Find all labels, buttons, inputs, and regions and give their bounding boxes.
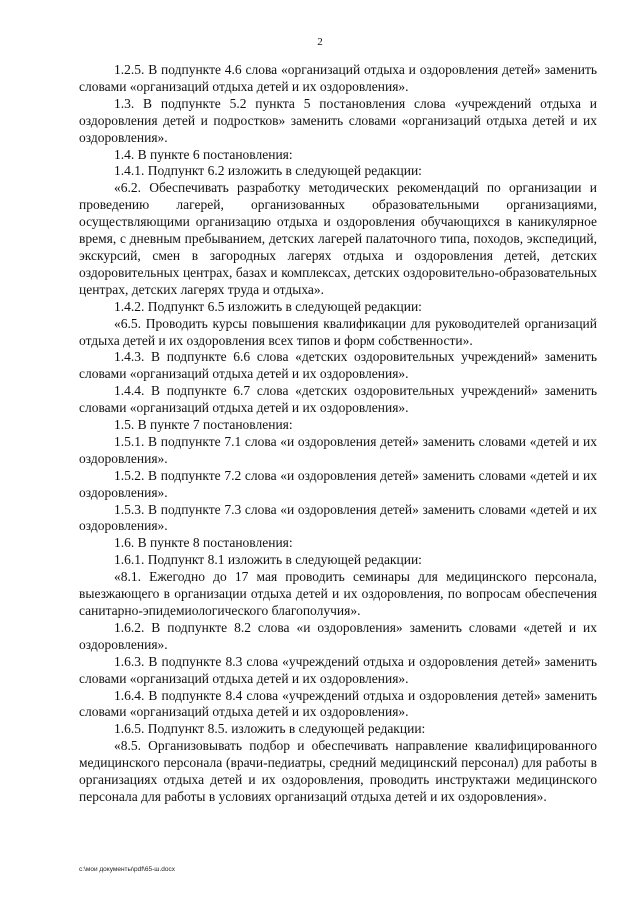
paragraph: 1.4. В пункте 6 постановления: <box>114 146 293 162</box>
paragraph: 1.5.2. В подпункте 7.2 слова «и оздоровления детей» заменить словами «детей и их оздоровления». <box>79 467 597 500</box>
paragraph: 1.6.1. Подпункт 8.1 изложить в следующей редакции: <box>114 552 422 568</box>
paragraph: 1.6.3. В подпункте 8.3 слова «учреждений отдыха и оздоровления детей» заменить словами «организаций отдыха детей и их оздоровления». <box>79 653 597 686</box>
paragraph: 1.4.4. В подпункте 6.7 слова «детских оздоровительных учреждений» заменить словами «организаций отдыха детей и их оздоровления». <box>79 383 597 416</box>
file-path-footer: c:\мои документы\pdf\65-ш.docx <box>79 866 175 873</box>
paragraph: 1.2.5. В подпункте 4.6 слова «организаций отдыха и оздоровления детей» заменить словами «организаций отдыха детей и их оздоровления». <box>79 62 597 94</box>
paragraph: «6.5. Проводить курсы повышения квалификации для руководителей организаций отдыха детей и их оздоровления всех типов и форм собственности». <box>79 315 597 348</box>
paragraph: 1.4.1. Подпункт 6.2 изложить в следующей редакции: <box>114 163 422 179</box>
document-body <box>79 62 597 806</box>
paragraph: «8.5. Организовывать подбор и обеспечивать направление квалифицированного медицинского персонала (врачи-педиатры, средний медицинский персонал) для работы в организациях отдыха детей и их оздоровления, проводить инструктажи медицинского персонала для работы в условиях организаций отдыха детей и их оздоровления». <box>79 738 597 804</box>
paragraph: 1.6.5. Подпункт 8.5. изложить в следующей редакции: <box>114 721 426 737</box>
paragraph: 1.5.3. В подпункте 7.3 слова «и оздоровления детей» заменить словами «детей и их оздоровления». <box>79 501 597 534</box>
paragraph: 1.4.2. Подпункт 6.5 изложить в следующей редакции: <box>114 298 422 314</box>
paragraph: 1.6.4. В подпункте 8.4 слова «учреждений отдыха и оздоровления детей» заменить словами «организаций отдыха детей и их оздоровления». <box>79 687 597 720</box>
paragraph: «8.1. Ежегодно до 17 мая проводить семинары для медицинского персонала, выезжающего в организации отдыха детей и их оздоровления, по вопросам обеспечения санитарно-эпидемиологического благополучия». <box>79 569 597 618</box>
paragraph: 1.5. В пункте 7 постановления: <box>114 417 293 433</box>
paragraph: 1.6. В пункте 8 постановления: <box>114 535 293 551</box>
paragraph: 1.6.2. В подпункте 8.2 слова «и оздоровления» заменить словами «детей и их оздоровления». <box>79 619 597 652</box>
paragraph: «6.2. Обеспечивать разработку методических рекомендаций по организации и проведению лагерей, организованных образовательными организациями, осуществляющими организацию отдыха и оздоровления обучающихся в каникулярное время, с дневным пребыванием, детских лагерей палаточного типа, походов, экспедиций, экскурсий, смен в загородных лагерях отдыха и оздоровления детей, детских оздоровительных центрах, базах и комплексах, детских оздоровительно-образовательных центрах, детских лагерях труда и отдыха». <box>79 180 597 297</box>
page-number: 2 <box>317 36 323 48</box>
paragraph: 1.5.1. В подпункте 7.1 слова «и оздоровления детей» заменить словами «детей и их оздоровления». <box>79 433 597 466</box>
paragraph: 1.3. В подпункте 5.2 пункта 5 постановления слова «учреждений отдыха и оздоровления детей и подростков» заменить словами «организаций отдыха детей и их оздоровления». <box>79 95 597 145</box>
paragraph: 1.4.3. В подпункте 6.6 слова «детских оздоровительных учреждений» заменить словами «организаций отдыха детей и их оздоровления». <box>79 349 597 382</box>
